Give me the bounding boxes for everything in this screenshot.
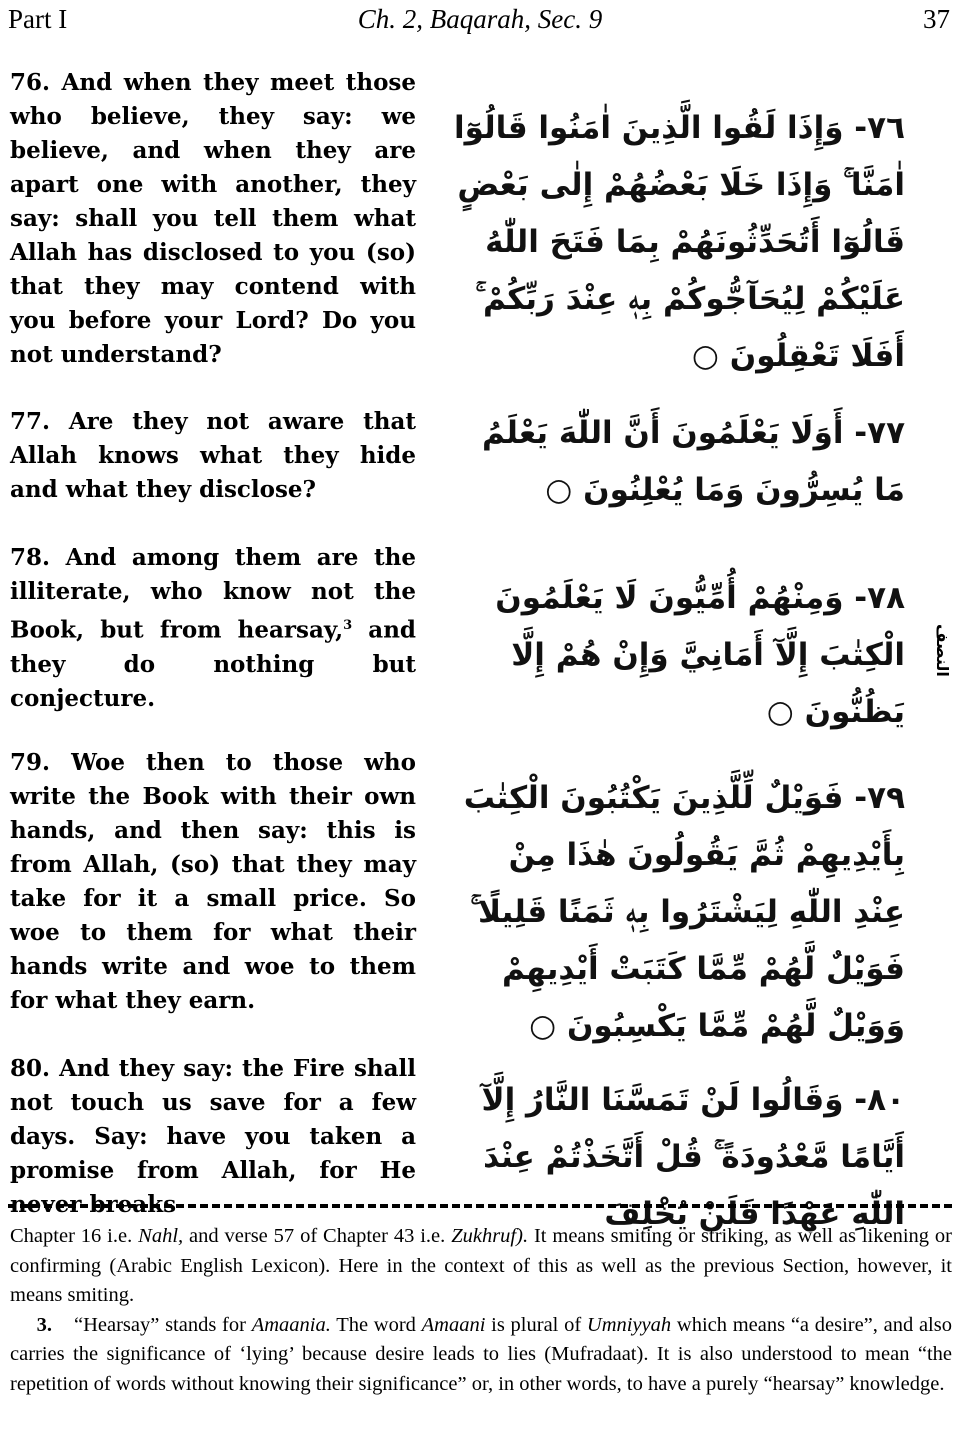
footnote-divider [8, 1204, 952, 1208]
verse-76-arabic: ٧٦- وَإِذَا لَقُوا الَّذِينَ اٰمَنُوا قَالُوٓا اٰمَنَّا ۚ وَإِذَا خَلَا بَعْضُهُمْ إِلٰى بَعْضٍ قَالُوٓا أَتُحَدِّثُونَهُمْ بِمَا فَتَحَ اللّٰهُ عَلَيْكُمْ لِيُحَآجُّوكُمْ بِهٖ عِنْدَ رَبِّكُمْ ۚ أَفَلَا تَعْقِلُونَ ○ [453, 110, 905, 374]
footnote-text: “Hearsay” stands for [74, 1313, 252, 1336]
footnotes [10, 1222, 952, 1399]
verse-77-arabic: ٧٧- أَوَلَا يَعْلَمُونَ أَنَّ اللّٰهَ يَعْلَمُ مَا يُسِرُّونَ وَمَا يُعْلِنُونَ ○ [481, 415, 905, 508]
footnote-term-amaani: Amaani [421, 1313, 486, 1336]
footnote-continued [10, 1222, 952, 1311]
footnote-text: and verse 57 of Chapter 43 i.e. [183, 1225, 452, 1247]
part-label: Part I [8, 4, 68, 34]
footnote-text: which means “a desire”, and also carries the significance of ‘lying’ because desire leads to lies (Mufradaat). It is also understood to mean “the repetition of words without knowing their significance” or, in other words, to have a purely “hearsay” knowledge. [10, 1313, 952, 1395]
footnote-term-zukhruf: Zukhruf). [451, 1225, 529, 1247]
verse-79-arabic: ٧٩- فَوَيْلٌ لِّلَّذِينَ يَكْتُبُونَ الْكِتٰبَ بِأَيْدِيهِمْ ثُمَّ يَقُولُونَ هٰذَا مِنْ عِنْدِ اللّٰهِ لِيَشْتَرُوا بِهٖ ثَمَنًا قَلِيلًا ۚ فَوَيْلٌ لَّهُمْ مِّمَّا كَتَبَتْ أَيْدِيهِمْ وَوَيْلٌ لَّهُمْ مِّمَّا يَكْسِبُونَ ○ [463, 780, 905, 1044]
page-header [0, 0, 960, 40]
verse-78-arabic: ٧٨- وَمِنْهُمْ أُمِّيُّونَ لَا يَعْلَمُونَ الْكِتٰبَ إِلَّآ أَمَانِيَّ وَإِنْ هُمْ إِلَّا يَظُنُّونَ ○ [495, 580, 905, 730]
verse-77-english: 77. Are they not aware that Allah knows what they hide and what they disclose? [10, 408, 416, 503]
footnote-text: Chapter 16 i.e. [10, 1225, 139, 1247]
footnote-number: 3. [36, 1313, 52, 1336]
footnote-term-nahl: Nahl, [138, 1225, 184, 1247]
verse-76-english: 76. And when they meet those who believe, they say: we believe, and when they are apart one with another, they say: shall you tell them what Allah has disclosed to you (so) that they may contend with you before your Lord? Do you not understand? [10, 69, 416, 368]
verse-79-english: 79. Woe then to those who write the Book with their own hands, and then say: this is from Allah, (so) that they may take for it a small price. So woe to them for what their hands write and woe to them for what they earn. [10, 749, 416, 1014]
verse-78-text: 78. And among them are the illiterate, who know not the Book, but from hearsay, [10, 544, 416, 644]
footnote-term-umniyyah: Umniyyah [586, 1313, 672, 1336]
verse-78-text-tail: and they do nothing but conjecture. [10, 616, 416, 712]
verse-78-english [10, 541, 416, 716]
chapter-heading: Ch. 2, Baqarah, Sec. 9 [357, 4, 603, 34]
footnote-ref-3: 3 [343, 618, 353, 633]
side-marginal-label: النصف [933, 623, 952, 677]
footnote-text: The word [330, 1313, 422, 1336]
verse-80-arabic: ٨٠- وَقَالُوا لَنْ تَمَسَّنَا النَّارُ إِلَّآ أَيَّامًا مَّعْدُودَةً ۚ قُلْ أَتَّخَذْتُمْ عِنْدَ اللّٰهِ عَهْدًا فَلَنْ يُخْلِفَ [481, 1082, 905, 1232]
page-number: 37 [923, 4, 950, 34]
footnote-text: It means smiting or striking, as well as likening or confirming (Arabic English Lexicon). Here in the context of this as well as the previous Section, however, it means smiting. [10, 1225, 952, 1306]
footnote-text: is plural of [485, 1313, 587, 1336]
verse-80-english: 80. And they say: the Fire shall not touch us save for a few days. Say: have you taken a promise from Allah, for He never breaks [10, 1055, 416, 1218]
footnote-term-amaania: Amaania. [251, 1313, 331, 1336]
footnote-3 [10, 1311, 952, 1400]
